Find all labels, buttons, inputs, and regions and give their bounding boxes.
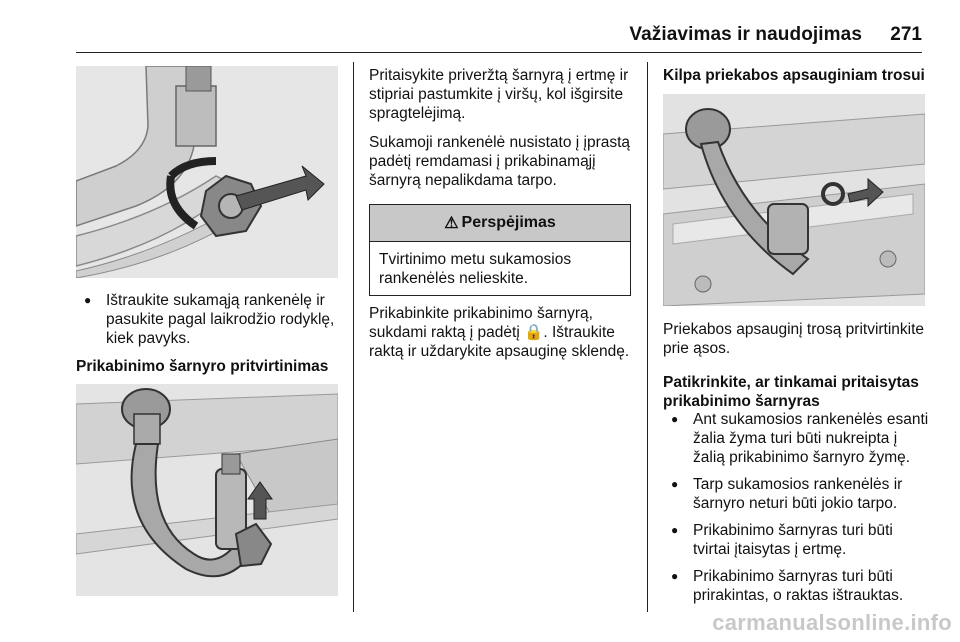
figure-rotary-knob	[76, 66, 338, 278]
warning-triangle-icon: ⚠	[444, 215, 459, 232]
warning-box	[369, 204, 631, 296]
col3-heading-2: Patikrinkite, ar tinkamai pritaisytas prikabinimo šarnyras	[663, 374, 919, 410]
page-title: Važiavimas ir naudojimas	[629, 24, 862, 45]
watermark: carmanualsonline.info	[712, 610, 952, 635]
hitch-attach-illustration	[76, 384, 338, 596]
warning-title: Perspėjimas	[461, 214, 556, 231]
page-number: 271	[890, 24, 922, 45]
col2-paragraph-1: Pritaisykite priveržtą šarnyrą į ertmę ir stipriai pastumkite į viršų, kol išgirsite spragtelėjimą.	[369, 67, 629, 122]
col1-heading: Prikabinimo šarnyro pritvirtinimas	[76, 358, 329, 375]
safety-eye-illustration	[663, 94, 925, 306]
col3-bullet-item: ● Prikabinimo šarnyras turi būti prirakintas, o raktas ištrauktas.	[663, 567, 929, 605]
col3-heading-1: Kilpa priekabos apsauginiam trosui	[663, 67, 925, 84]
col3-bullet-item: ● Tarp sukamosios rankenėlės ir šarnyro neturi būti jokio tarpo.	[663, 475, 929, 513]
page-header	[76, 22, 922, 53]
col3-paragraph-1: Priekabos apsauginį trosą pritvirtinkite prie ąsos.	[663, 321, 925, 357]
figure-safety-eye	[663, 94, 925, 306]
warning-body: Tvirtinimo metu sukamosios rankenėlės nelieskite.	[379, 251, 572, 287]
col1-bullet-item: ● Ištraukite sukamąją rankenėlę ir pasukite pagal laikrodžio rodyklę, kiek pavyks.	[76, 291, 342, 348]
column-divider-2	[647, 62, 648, 612]
rotary-knob-illustration	[76, 66, 338, 278]
col3-text	[663, 320, 929, 368]
warning-header	[370, 205, 630, 242]
col2-text	[369, 66, 635, 200]
figure-hitch-attach	[76, 384, 338, 596]
col2-paragraph-2: Sukamoji rankenėlė nusistato į įprastą padėtį remdamasi į prikabinamąjį šarnyrą nepalikdama tarpo.	[369, 134, 631, 189]
col3-bullet-list	[663, 410, 929, 613]
col3-bullet-item: ● Prikabinimo šarnyras turi būti tvirtai įtaisytas į ertmę.	[663, 521, 929, 559]
col1-bullet-list	[76, 291, 342, 356]
col3-bullet-item: ● Ant sukamosios rankenėlės esanti žalia žyma turi būti nukreipta į žalią prikabinimo šarnyro žymę.	[663, 410, 929, 467]
column-divider-1	[353, 62, 354, 612]
col2-text-lower	[369, 304, 635, 371]
col2-paragraph-3: Prikabinkite prikabinimo šarnyrą, sukdami raktą į padėtį 🔒. Ištraukite raktą ir uždarykite apsauginę sklendę.	[369, 305, 630, 360]
